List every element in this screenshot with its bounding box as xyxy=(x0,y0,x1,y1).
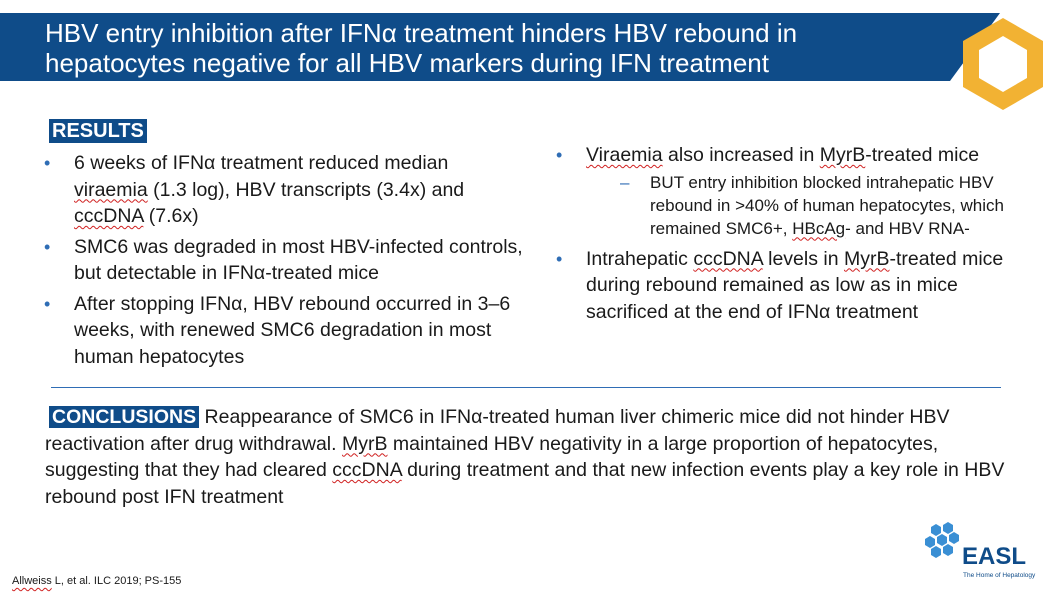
easl-tagline: The Home of Hepatology xyxy=(963,572,1036,579)
hexagon-logo-icon xyxy=(955,14,1051,110)
easl-logo xyxy=(922,520,1047,582)
section-divider xyxy=(51,387,1001,388)
bullet-icon: • xyxy=(44,153,51,173)
results-left-list xyxy=(44,150,524,374)
list-item: • After stopping IFNα, HBV rebound occurred in 3–6 weeks, with renewed SMC6 degradation in most human hepatocytes xyxy=(44,292,511,368)
list-item: • Viraemia also increased in MyrB-treated mice – BUT entry inhibition blocked intrahepatic HBV rebound in >40% of human hepatocytes, which remained SMC6+, HBcAg- and HBV RNA- xyxy=(556,142,1026,240)
results-right-list xyxy=(556,142,1026,329)
results-label: RESULTS xyxy=(49,119,147,143)
bullet-icon: • xyxy=(44,293,51,314)
bullet-icon: • xyxy=(44,236,51,257)
slide-title: HBV entry inhibition after IFNα treatment hinders HBV rebound in hepatocytes negative for all HBV markers during IFN treatment xyxy=(45,18,798,78)
bullet-icon: • xyxy=(556,248,563,269)
bullet-icon: • xyxy=(556,145,563,165)
sub-list-item: – BUT entry inhibition blocked intrahepatic HBV rebound in >40% of human hepatocytes, which remained SMC6+, HBcAg- and HBV RNA- xyxy=(620,172,1004,238)
list-item: • Intrahepatic cccDNA levels in MyrB-treated mice during rebound remained as low as in mice sacrificed at the end of IFNα treatment xyxy=(556,247,1004,323)
dash-bullet-icon: – xyxy=(620,172,630,192)
citation: Allweiss L, et al. ILC 2019; PS-155 xyxy=(12,575,182,587)
easl-wordmark: EASL xyxy=(962,543,1027,570)
list-item: • 6 weeks of IFNα treatment reduced median viraemia (1.3 log), HBV transcripts (3.4x) and cccDNA (7.6x) xyxy=(44,152,465,227)
list-item: • SMC6 was degraded in most HBV-infected controls, but detectable in IFNα-treated mice xyxy=(44,235,523,284)
conclusions-paragraph: CONCLUSIONS Reappearance of SMC6 in IFNα-treated human liver chimeric mice did not hinder HBV reactivation after drug withdrawal. MyrB maintained HBV negativity in a large proportion of hepatocytes, suggesting that they had cleared cccDNA during treatment and that new infection events play a key role in HBV rebound post IFN treatment xyxy=(45,406,1005,508)
conclusions-label: CONCLUSIONS xyxy=(49,406,199,428)
